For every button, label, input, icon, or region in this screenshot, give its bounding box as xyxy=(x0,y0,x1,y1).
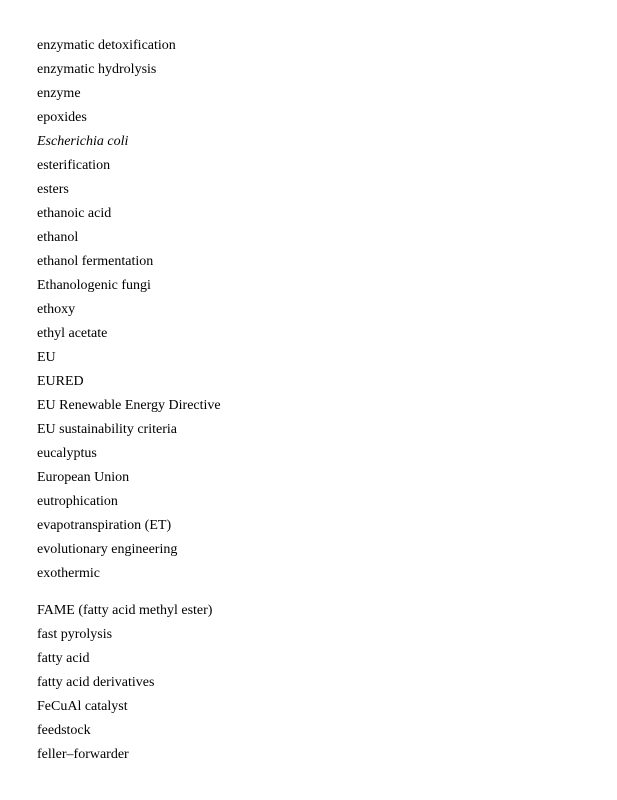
index-entry: esterification xyxy=(37,158,111,173)
index-entry: European Union xyxy=(37,470,130,485)
index-entry: ethanoic acid xyxy=(37,206,112,221)
index-entry: evapotranspiration (ET) xyxy=(37,518,172,533)
index-entry: exothermic xyxy=(37,566,100,581)
index-entry: fatty acid derivatives xyxy=(37,675,155,690)
index-entry: epoxides xyxy=(37,110,87,125)
index-entry: feller–forwarder xyxy=(37,747,129,762)
index-entry: enzymatic hydrolysis xyxy=(37,62,157,77)
index-entry: eucalyptus xyxy=(37,446,97,461)
index-entry: fatty acid xyxy=(37,651,90,666)
index-entry: EURED xyxy=(37,374,84,389)
index-entry: enzymatic detoxification xyxy=(37,38,176,53)
index-entry: esters xyxy=(37,182,69,197)
index-entry: FeCuAl catalyst xyxy=(37,699,128,714)
index-entry: Escherichia coli xyxy=(37,134,129,149)
index-entry: eutrophication xyxy=(37,494,118,509)
index-group-e xyxy=(37,35,597,587)
index-entry: ethanol fermentation xyxy=(37,254,154,269)
index-entry: FAME (fatty acid methyl ester) xyxy=(37,603,213,618)
index-entry: enzyme xyxy=(37,86,81,101)
index-entry: feedstock xyxy=(37,723,91,738)
index-entry: EU xyxy=(37,350,56,365)
index-entry: evolutionary engineering xyxy=(37,542,178,557)
index-entry: ethanol xyxy=(37,230,79,245)
index-entry: ethoxy xyxy=(37,302,76,317)
index-entry: Ethanologenic fungi xyxy=(37,278,151,293)
index-entry: fast pyrolysis xyxy=(37,627,113,642)
index-entry: EU sustainability criteria xyxy=(37,422,177,437)
index-entry: ethyl acetate xyxy=(37,326,108,341)
index-entry: EU Renewable Energy Directive xyxy=(37,398,221,413)
index-page xyxy=(37,35,597,768)
index-group-f xyxy=(37,600,597,768)
